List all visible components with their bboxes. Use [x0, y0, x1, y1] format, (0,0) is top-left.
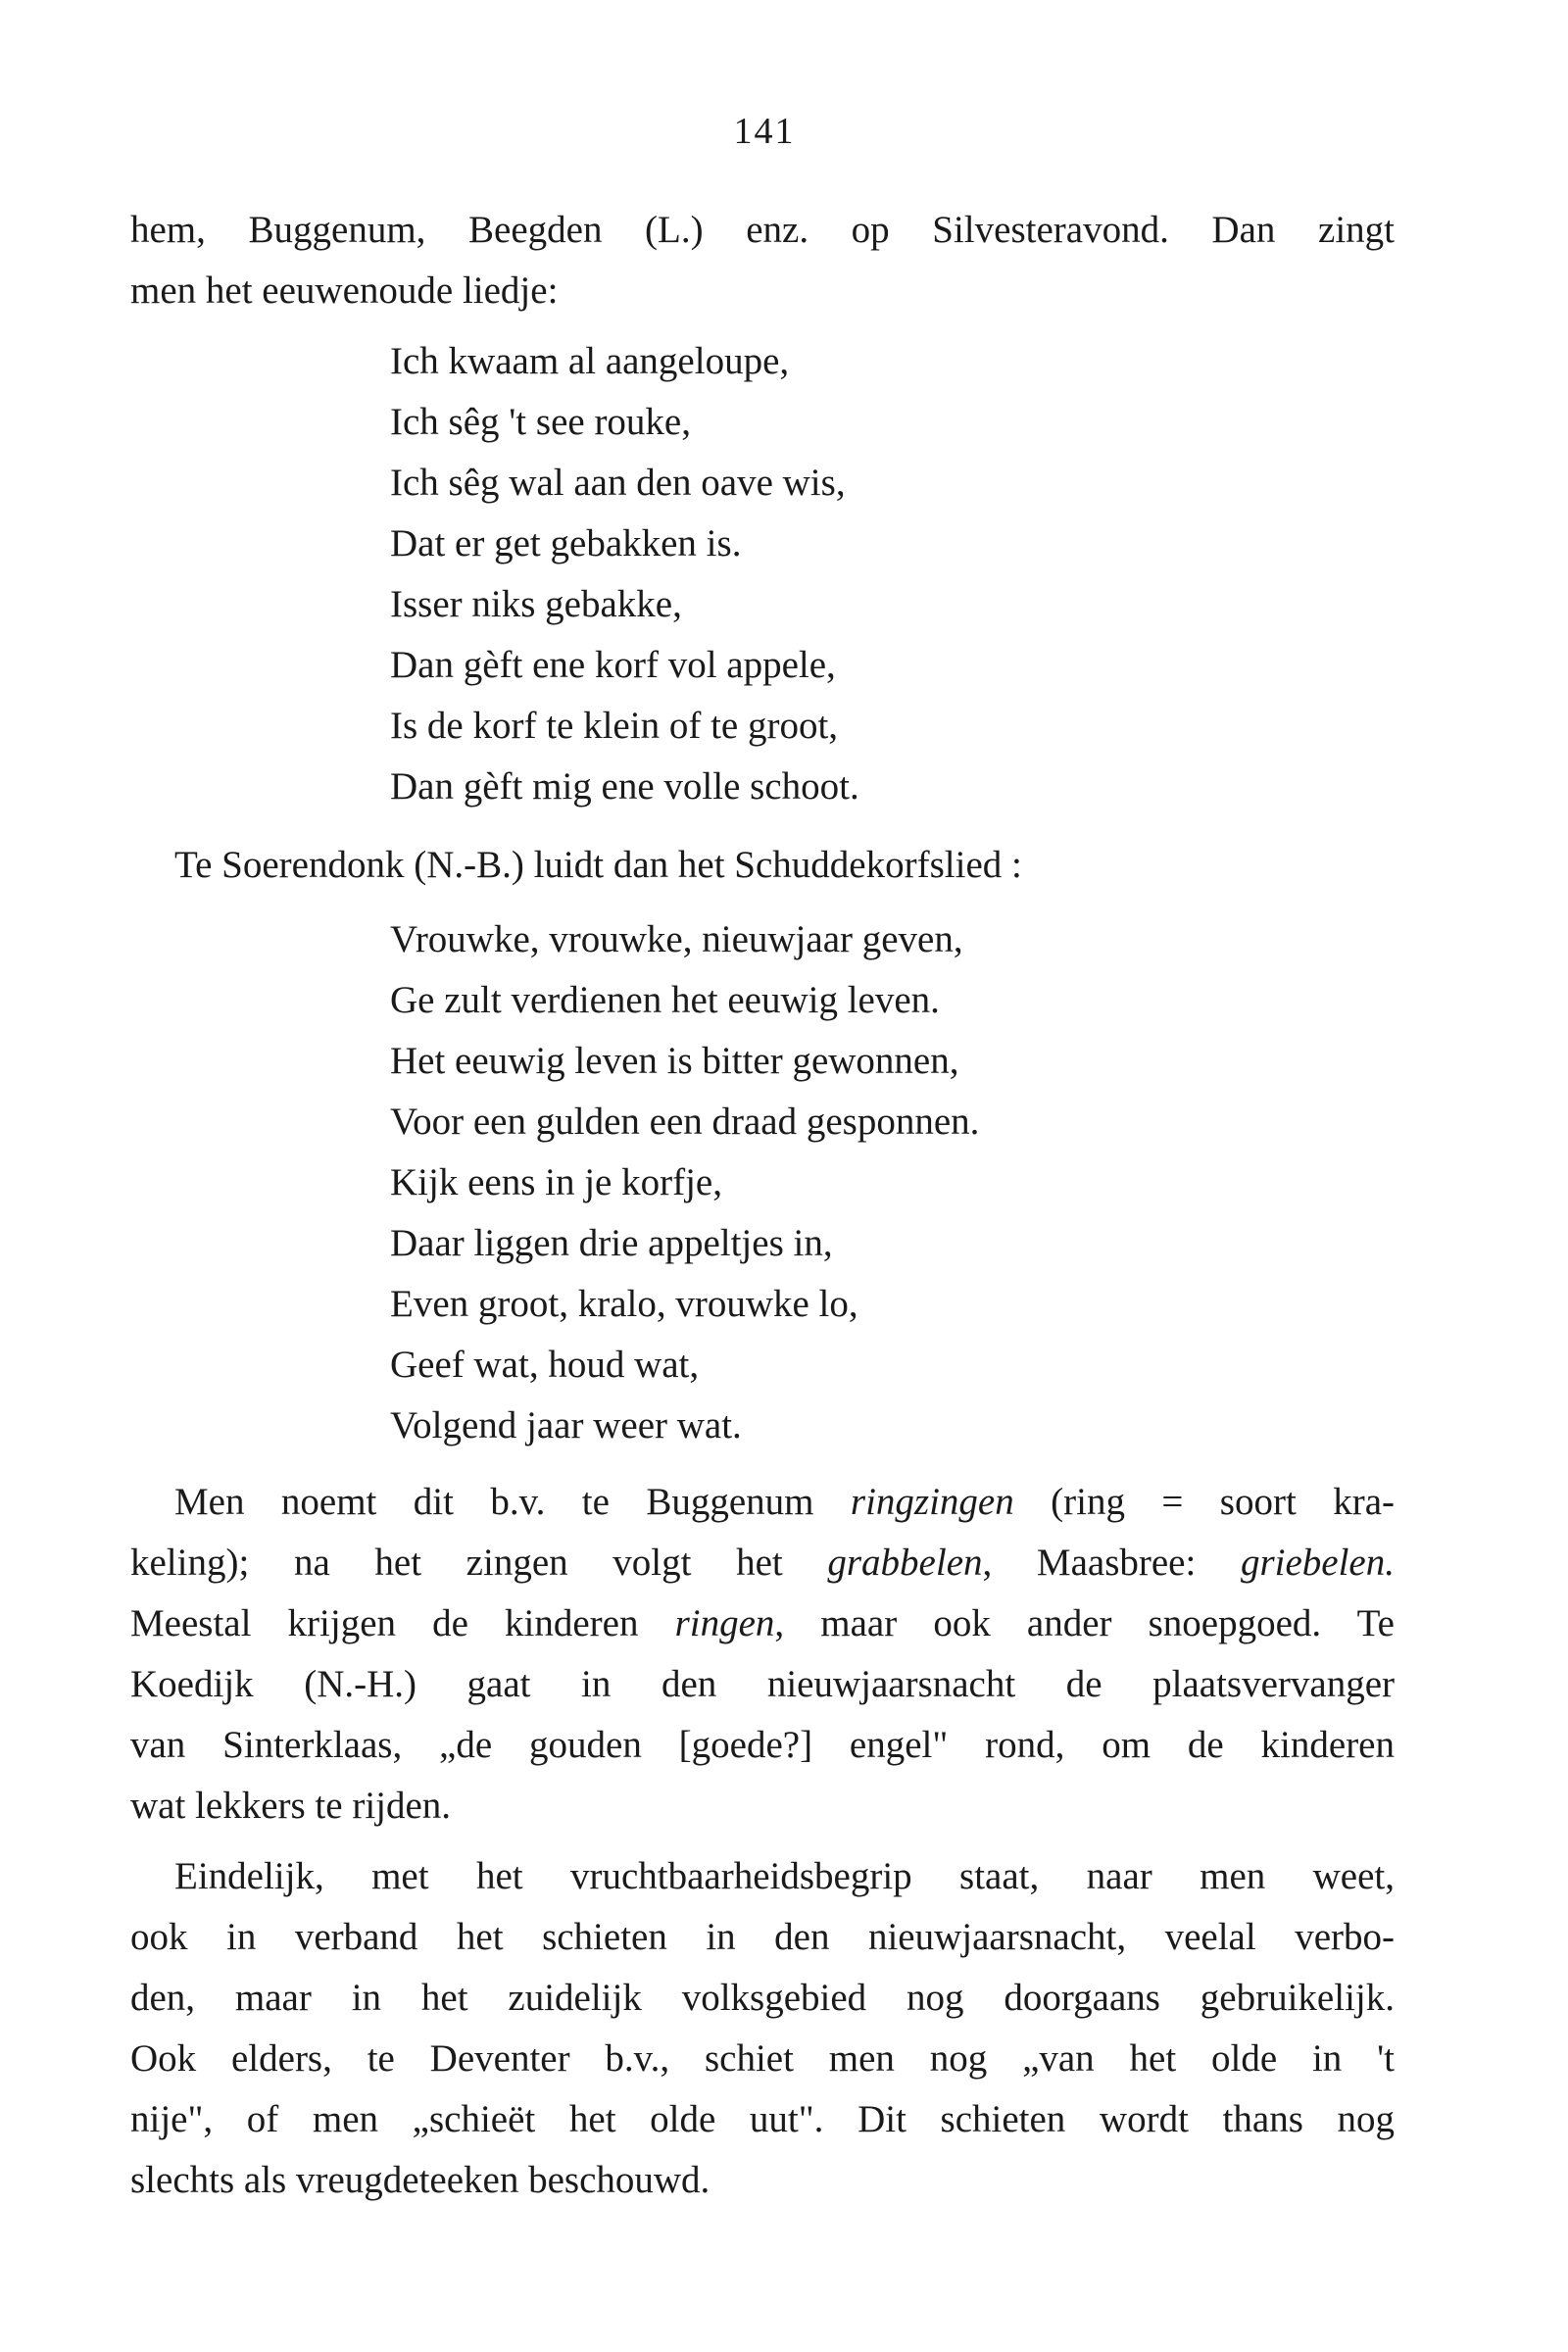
text-run: keling); na het zingen volgt het	[130, 1542, 828, 1584]
verse-line: Geef wat, houd wat,	[390, 1344, 700, 1386]
paragraph-line: nije", of men „schieët het olde uut". Dit schieten wordt thans nog	[130, 2098, 1395, 2140]
paragraph-line: Ook elders, te Deventer b.v., schiet men nog „van het olde in 't	[130, 2037, 1395, 2080]
verse-line: Volgend jaar weer wat.	[390, 1404, 742, 1446]
verse-line: Ich sêg 't see rouke,	[390, 401, 691, 443]
verse-line: Vrouwke, vrouwke, nieuwjaar geven,	[390, 918, 963, 960]
paragraph-line: Koedijk (N.-H.) gaat in den nieuwjaarsnacht de plaatsvervanger	[130, 1663, 1395, 1705]
italic-term: grabbelen	[827, 1542, 983, 1584]
verse-line: Dan gèft mig ene volle schoot.	[390, 765, 859, 808]
verse-line: Voor een gulden een draad gesponnen.	[390, 1101, 980, 1143]
verse-line: Ge zult verdienen het eeuwig leven.	[390, 979, 940, 1021]
verse-line: Daar liggen drie appeltjes in,	[390, 1222, 833, 1264]
verse-line: Isser niks gebakke,	[390, 583, 682, 625]
verse-line: Kijk eens in je korfje,	[390, 1161, 722, 1203]
paragraph-line: Eindelijk, met het vruchtbaarheidsbegrip staat, naar men weet,	[174, 1855, 1395, 1897]
paragraph-line	[174, 1472, 1395, 1533]
italic-term: griebelen.	[1240, 1542, 1395, 1584]
verse-line: Is de korf te klein of te groot,	[390, 705, 839, 747]
text-run: , Maasbree:	[982, 1542, 1241, 1584]
verse-line: Ich sêg wal aan den oave wis,	[390, 462, 846, 504]
text-run: Men noemt dit b.v. te Buggenum	[174, 1481, 851, 1523]
verse-line: Ich kwaam al aangeloupe,	[390, 340, 790, 382]
text-run: Meestal krijgen de kinderen	[130, 1602, 675, 1644]
verse-line: Dan gèft ene korf vol appele,	[390, 644, 836, 686]
paragraph-line	[130, 1533, 1395, 1593]
page-number: 141	[733, 111, 796, 152]
italic-term: ringzingen	[850, 1481, 1014, 1523]
paragraph-line: men het eeuwenoude liedje:	[130, 270, 559, 312]
verse-intro: Te Soerendonk (N.-B.) luidt dan het Schuddekorfslied :	[174, 844, 1022, 886]
verse-line: Dat er get gebakken is.	[390, 522, 742, 564]
text-run: (ring = soort kra-	[1013, 1481, 1395, 1523]
paragraph-line: wat lekkers te rijden.	[130, 1785, 452, 1827]
paragraph-line	[130, 1593, 1395, 1654]
italic-term: ringen	[674, 1602, 775, 1644]
verse-line: Het eeuwig leven is bitter gewonnen,	[390, 1040, 959, 1082]
text-run: , maar ook ander snoepgoed. Te	[774, 1602, 1395, 1644]
paragraph-line: van Sinterklaas, „de gouden [goede?] engel" rond, om de kinderen	[130, 1724, 1395, 1766]
verse-line: Even groot, kralo, vrouwke lo,	[390, 1283, 858, 1325]
paragraph-line: slechts als vreugdeteeken beschouwd.	[130, 2159, 710, 2201]
paragraph-line: den, maar in het zuidelijk volksgebied nog doorgaans gebruikelijk.	[130, 1977, 1395, 2019]
paragraph-line: ook in verband het schieten in den nieuwjaarsnacht, veelal verbo-	[130, 1916, 1395, 1958]
paragraph-line: hem, Buggenum, Beegden (L.) enz. op Silvesteravond. Dan zingt	[130, 209, 1395, 251]
